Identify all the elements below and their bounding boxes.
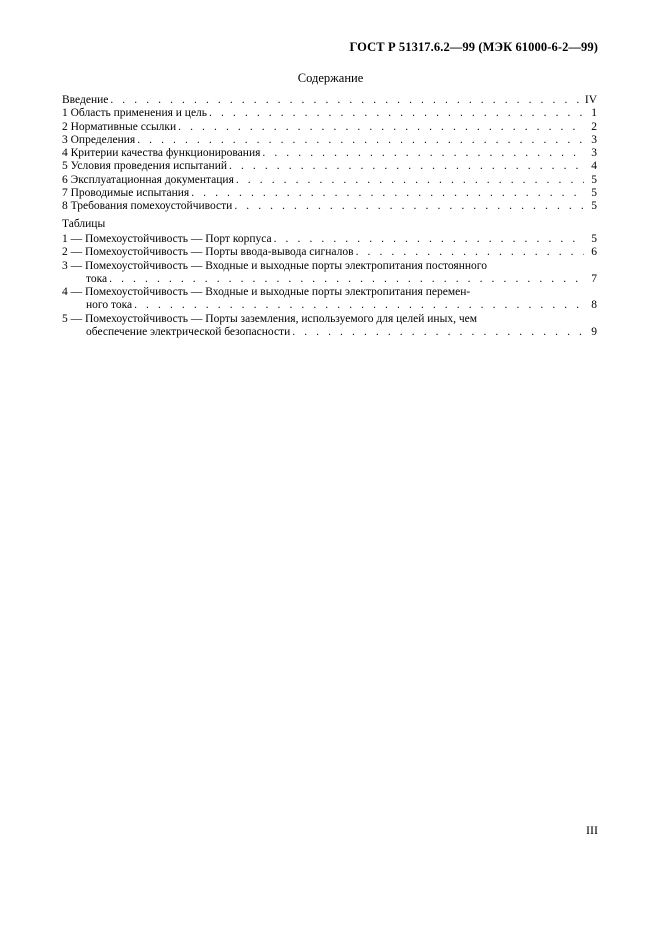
tables-section-label: Таблицы bbox=[62, 217, 106, 230]
toc-table-label-line: обеспечение электрической безопасности bbox=[86, 326, 291, 339]
toc-entry-tests[interactable] bbox=[62, 187, 597, 200]
toc-entry-label: 8 Требования помехоустойчивости bbox=[62, 200, 233, 213]
dot-leader bbox=[232, 200, 584, 213]
toc-entry-page: 5 bbox=[591, 200, 597, 213]
toc-table-page: 5 bbox=[591, 232, 597, 245]
dot-leader bbox=[290, 326, 584, 339]
toc-entry-label: 2 Нормативные ссылки bbox=[62, 120, 177, 133]
toc-table-continuation bbox=[62, 273, 597, 286]
toc-table-label-line: 5 — Помехоустойчивость — Порты заземления, используемого для целей иных, чем bbox=[62, 312, 477, 325]
toc-entry-page: IV bbox=[584, 94, 597, 106]
toc-table-entry-2[interactable] bbox=[62, 246, 597, 259]
toc-entry-introduction[interactable] bbox=[62, 94, 597, 107]
toc-table-label-line: тока bbox=[86, 272, 108, 285]
toc-table-label-line: 3 — Помехоустойчивость — Входные и выходные порты электропитания постоянного bbox=[62, 259, 487, 272]
document-header-standard: ГОСТ Р 51317.6.2—99 (МЭК 61000-6-2—99) bbox=[349, 40, 598, 54]
dot-leader bbox=[354, 246, 584, 259]
dot-leader bbox=[189, 187, 584, 200]
toc-table-page: 6 bbox=[591, 246, 597, 259]
dot-leader bbox=[107, 273, 584, 286]
toc-entry-definitions[interactable] bbox=[62, 134, 597, 147]
toc-entry-label: Введение bbox=[62, 94, 109, 106]
toc-table-label-line: ного тока bbox=[86, 299, 133, 312]
table-of-contents bbox=[62, 94, 597, 339]
dot-leader bbox=[135, 134, 584, 147]
toc-table-label-line: 4 — Помехоустойчивость — Входные и выходные порты электропитания перемен- bbox=[62, 286, 471, 299]
toc-entry-page: 3 bbox=[591, 133, 597, 146]
toc-entry-label: 1 Область применения и цель bbox=[62, 107, 208, 120]
dot-leader bbox=[108, 94, 582, 107]
toc-entry-label: 5 Условия проведения испытаний bbox=[62, 160, 227, 173]
dot-leader bbox=[227, 160, 584, 173]
toc-entry-page: 1 bbox=[591, 107, 597, 120]
toc-table-continuation bbox=[62, 299, 597, 312]
toc-table-entry-5[interactable] bbox=[62, 313, 597, 340]
toc-entry-page: 2 bbox=[591, 120, 597, 133]
toc-table-entry-1[interactable] bbox=[62, 233, 597, 246]
toc-table-entry-3[interactable] bbox=[62, 260, 597, 287]
toc-entry-test-conditions[interactable] bbox=[62, 160, 597, 173]
toc-entry-page: 5 bbox=[591, 173, 597, 186]
toc-entry-performance-criteria[interactable] bbox=[62, 147, 597, 160]
toc-table-entry-4[interactable] bbox=[62, 286, 597, 313]
dot-leader bbox=[176, 121, 584, 134]
toc-table-label: 2 — Помехоустойчивость — Порты ввода-вывода сигналов bbox=[62, 246, 354, 259]
toc-entry-immunity-requirements[interactable] bbox=[62, 200, 597, 213]
toc-entry-page: 3 bbox=[591, 147, 597, 160]
dot-leader bbox=[207, 107, 584, 120]
dot-leader bbox=[234, 174, 584, 187]
toc-entry-page: 5 bbox=[591, 187, 597, 200]
dot-leader bbox=[260, 147, 584, 160]
toc-entry-scope[interactable] bbox=[62, 107, 597, 120]
toc-title: Содержание bbox=[297, 71, 364, 85]
toc-entry-page: 4 bbox=[591, 160, 597, 173]
toc-entry-label: 7 Проводимые испытания bbox=[62, 187, 190, 200]
toc-table-page: 8 bbox=[591, 299, 597, 312]
toc-table-page: 9 bbox=[591, 326, 597, 339]
toc-entry-documentation[interactable] bbox=[62, 174, 597, 187]
toc-table-label: 1 — Помехоустойчивость — Порт корпуса bbox=[62, 232, 272, 245]
toc-table-continuation bbox=[62, 326, 597, 339]
toc-entry-label: 3 Определения bbox=[62, 133, 136, 146]
toc-entry-normative-references[interactable] bbox=[62, 121, 597, 134]
page-number: III bbox=[586, 823, 598, 837]
toc-entry-label: 4 Критерии качества функционирования bbox=[62, 147, 261, 160]
toc-entry-label: 6 Эксплуатационная документация bbox=[62, 173, 234, 186]
dot-leader bbox=[272, 233, 584, 246]
dot-leader bbox=[132, 299, 584, 312]
toc-table-page: 7 bbox=[591, 272, 597, 285]
